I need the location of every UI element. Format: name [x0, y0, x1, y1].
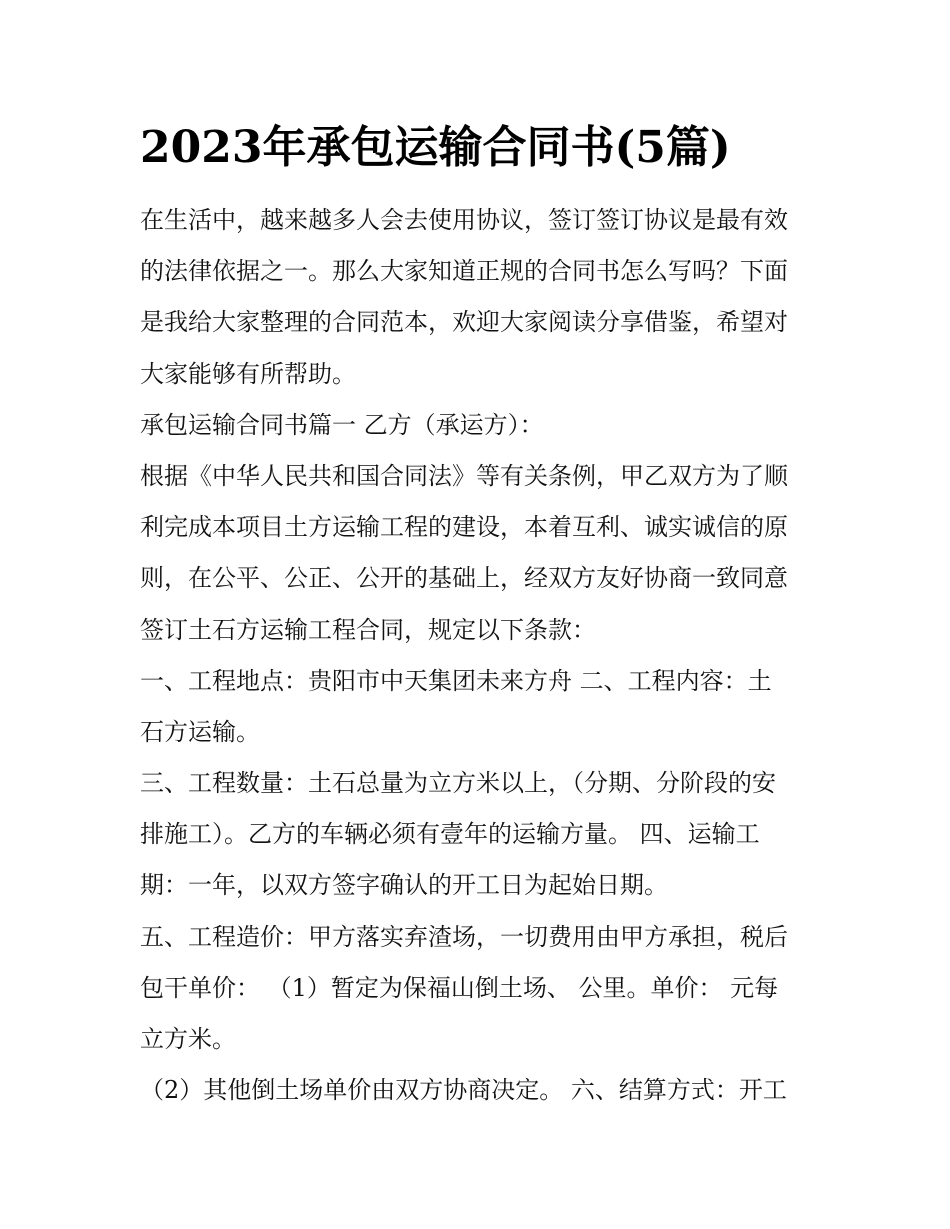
text-line: （2）其他倒土场单价由双方协商决定。 六、结算方式：开工 [140, 1076, 787, 1105]
text-line: 期：一年，以双方签字确认的开工日为起始日期。 [140, 871, 668, 900]
text-line: 大家能够有所帮助。 [140, 359, 356, 388]
text-line: 三、工程数量：土石总量为立方米以上，（分期、分阶段的安 [140, 769, 776, 798]
text-line: 立方米。 [140, 1025, 236, 1053]
text-line: 排施工）。乙方的车辆必须有壹年的运输方量。 四、运输工 [140, 820, 760, 849]
text-line: 一、工程地点：贵阳市中天集团未来方舟 二、工程内容：土 [140, 666, 772, 695]
text-line: 在生活中，越来越多人会去使用协议，签订签订协议是最有效 [140, 206, 788, 234]
text-line: 石方运输。 [140, 717, 260, 746]
text-line: 五、工程造价：甲方落实弃渣场，一切费用由甲方承担，税后 [140, 922, 788, 951]
text-line: 的法律依据之一。那么大家知道正规的合同书怎么写吗？下面 [140, 257, 788, 286]
text-line: 利完成本项目土方运输工程的建设，本着互利、诚实诚信的原 [140, 513, 788, 542]
text-line: 签订土石方运输工程合同，规定以下条款： [140, 615, 596, 644]
document-body [140, 195, 820, 1116]
text-line: 根据《中华人民共和国合同法》等有关条例，甲乙双方为了顺 [140, 461, 788, 490]
document-title: 2023年承包运输合同书(5篇) [140, 122, 731, 173]
text-line: 则，在公平、公正、公开的基础上，经双方友好协商一致同意 [140, 564, 788, 593]
text-line: 是我给大家整理的合同范本，欢迎大家阅读分享借鉴，希望对 [140, 308, 788, 337]
text-line: 包干单价： （1）暂定为保福山倒土场、 公里。单价： 元每 [140, 973, 779, 1002]
text-line: 承包运输合同书篇一 乙方（承运方）： [140, 410, 544, 439]
